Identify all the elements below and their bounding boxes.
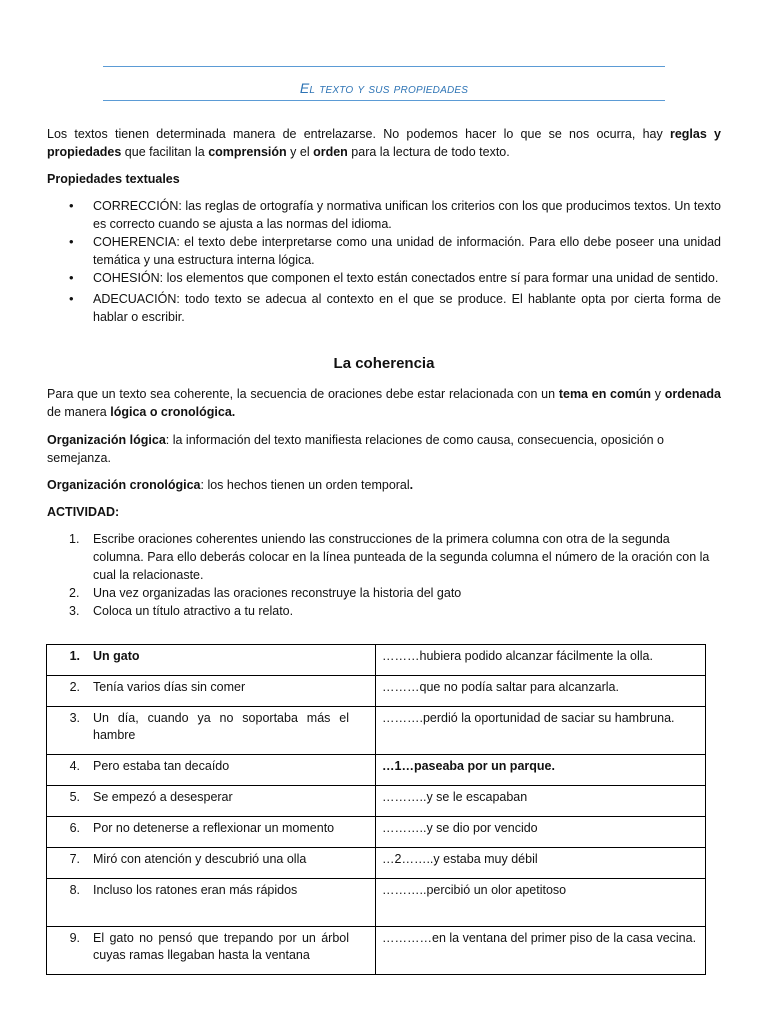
- table-row: 7. Miró con atención y descubrió una olla …2……..y estaba muy débil: [47, 848, 706, 879]
- property-item: • CORRECCIÓN: las reglas de ortografía y normativa unifican los criterios con los que producimos textos. Un texto es correcto cuando se ajusta a las normas del idioma.: [69, 198, 721, 231]
- activity-item: 1. Escribe oraciones coherentes uniendo las construcciones de la primera columna con otra de la segunda columna. Para ello deberás colocar en la línea punteada de la segunda columna el número de la oración con la cual la relacionaste.: [69, 532, 710, 582]
- coherence-paragraph: Para que un texto sea coherente, la secuencia de oraciones debe estar relacionada con un tema en común y ordenada de manera lógica o cronológica.: [47, 387, 722, 419]
- bullet-icon: •: [69, 291, 74, 306]
- bullet-icon: •: [69, 198, 74, 213]
- table-cell-right[interactable]: ………..percibió un olor apetitoso: [376, 879, 706, 927]
- property-item: • COHESIÓN: los elementos que componen el texto están conectados entre sí para formar una unidad de sentido.: [69, 270, 719, 285]
- table-row: 6. Por no detenerse a reflexionar un momento ………..y se dio por vencido: [47, 817, 706, 848]
- table-row: 3. Un día, cuando ya no soportaba más el hambre ……….perdió la oportunidad de saciar su hambruna.: [47, 707, 706, 755]
- table-row: 5. Se empezó a desesperar ………..y se le escapaban: [47, 786, 706, 817]
- table-cell-right[interactable]: ………..y se le escapaban: [376, 786, 706, 817]
- intro-bold-1: reglas y propiedades: [47, 127, 721, 159]
- activity-heading: ACTIVIDAD:: [47, 505, 120, 519]
- matching-table: [46, 644, 706, 975]
- coherence-heading: La coherencia: [333, 355, 435, 372]
- bullet-icon: •: [69, 234, 74, 249]
- table-row: 8. Incluso los ratones eran más rápidos ………..percibió un olor apetitoso: [47, 879, 706, 927]
- properties-heading: Propiedades textuales: [47, 172, 180, 186]
- table-cell-right[interactable]: ………hubiera podido alcanzar fácilmente la olla.: [376, 645, 706, 676]
- intro-text-4: para la lectura de todo texto.: [347, 145, 510, 159]
- logical-organization: Organización lógica: la información del texto manifiesta relaciones de como causa, consecuencia, oposición o semejanza.: [47, 433, 664, 465]
- chronological-organization: Organización cronológica: los hechos tienen un orden temporal.: [47, 478, 414, 492]
- table-row: 2. Tenía varios días sin comer ………que no podía saltar para alcanzarla.: [47, 676, 706, 707]
- intro-text-1: Los textos tienen determinada manera de entrelazarse. No podemos hacer lo que se nos ocurra, hay: [47, 127, 670, 141]
- activity-list: [47, 530, 721, 620]
- intro-text-2: que facilitan la: [121, 145, 209, 159]
- document-title: El texto y sus propiedades: [299, 80, 469, 96]
- intro-bold-3: orden: [313, 145, 348, 159]
- title-top-rule: [103, 66, 665, 67]
- table-row: 1. Un gato ………hubiera podido alcanzar fácilmente la olla.: [47, 645, 706, 676]
- property-item: • ADECUACIÓN: todo texto se adecua al contexto en el que se produce. El hablante opta por cierta forma de hablar o escribir.: [69, 291, 721, 324]
- table-cell-right[interactable]: …………en la ventana del primer piso de la casa vecina.: [376, 927, 706, 975]
- logical-label: Organización lógica: [47, 433, 166, 447]
- activity-item: 3. Coloca un título atractivo a tu relato.: [69, 604, 294, 618]
- table-cell-right[interactable]: ………..y se dio por vencido: [376, 817, 706, 848]
- intro-text-3: y el: [286, 145, 314, 159]
- table-cell-right[interactable]: ……….perdió la oportunidad de saciar su hambruna.: [376, 707, 706, 755]
- table-cell-right[interactable]: …1…paseaba por un parque.: [376, 755, 706, 786]
- table-row: 9. El gato no pensó que trepando por un árbol cuyas ramas llegaban hasta la ventana …………en la ventana del primer piso de la casa vecina.: [47, 927, 706, 975]
- activity-item: 2. Una vez organizadas las oraciones reconstruye la historia del gato: [69, 586, 462, 600]
- intro-bold-2: comprensión: [208, 145, 287, 159]
- properties-list: [47, 197, 721, 326]
- title-bottom-rule: [103, 100, 665, 101]
- table-cell-right[interactable]: ………que no podía saltar para alcanzarla.: [376, 676, 706, 707]
- table-row: 4. Pero estaba tan decaído …1…paseaba por un parque.: [47, 755, 706, 786]
- table-cell-right[interactable]: …2……..y estaba muy débil: [376, 848, 706, 879]
- chrono-label: Organización cronológica: [47, 478, 201, 492]
- intro-paragraph: [47, 125, 721, 161]
- bullet-icon: •: [69, 270, 74, 285]
- property-item: • COHERENCIA: el texto debe interpretarse como una unidad de información. Para ello debe poseer una unidad temática y una estructura interna lógica.: [69, 234, 721, 267]
